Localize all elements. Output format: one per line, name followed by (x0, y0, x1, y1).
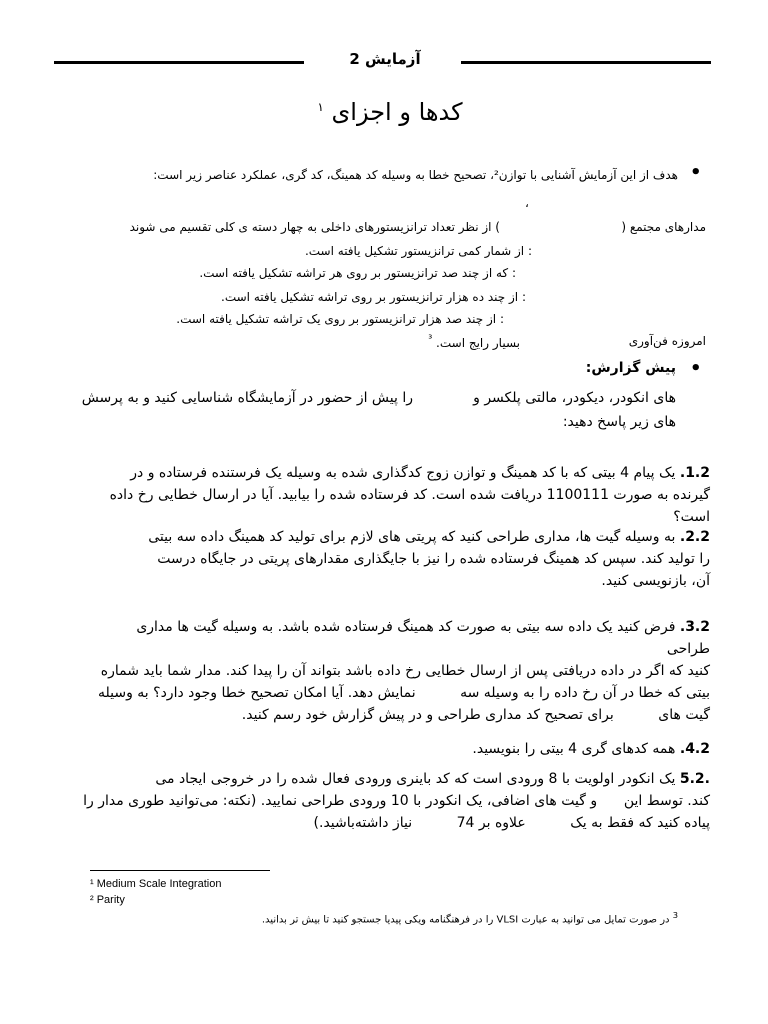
question-1-2 (90, 462, 710, 528)
question-line: پیاده کنید که فقط به یک علاوه بر 74 نیاز داشته‌باشید.) (313, 815, 710, 831)
prereport-intro-line2: های زیر پاسخ دهید: (562, 414, 676, 430)
objective-text: هدف از این آزمایش آشنایی با توازن²، تصحیح خطا به وسیله کد همینگ، کد گری، عملکرد عناصر زیر است: (153, 168, 678, 182)
objective-bullet: • (690, 162, 702, 183)
prereport-bullet: • (690, 358, 702, 379)
question-line: را تولید کند. سپس کد همینگ فرستاده شده را نیز با جایگذاری مقدارهای پریتی در جایگاه درست (157, 551, 710, 567)
ic-item-ssi: : از شمار کمی ترانزیستور تشکیل یافته است. (304, 244, 532, 258)
question-line: کنید که اگر در داده دریافتی پس از ارسال خطایی رخ داده باشد بتواند آن را پیدا کند. مدار شما باید شماره (100, 663, 710, 679)
ic-today-left: امروزه فن‌آوری (628, 334, 706, 348)
ic-item-vlsi: : از چند صد هزار ترانزیستور بر روی یک تراشه تشکیل یافته است. (176, 312, 504, 326)
prereport-intro-line1-b: را پیش از حضور در آزمایشگاه شناسایی کنید و به پرسش (81, 390, 413, 406)
ic-intro-left: مدارهای مجتمع ( (621, 220, 706, 234)
ic-item-msi: : که از چند صد ترانزیستور بر روی هر تراشه تشکیل یافته است. (199, 266, 516, 280)
header-rule-left (54, 61, 304, 64)
question-number: .5.2 (679, 771, 710, 787)
footnote-1: ¹ Medium Scale Integration (90, 878, 222, 890)
ic-item-lsi: : از چند ده هزار ترانزیستور بر روی تراشه تشکیل یافته است. (221, 290, 526, 304)
footnote-3-marker: 3 (672, 910, 678, 920)
question-4-2 (90, 738, 710, 760)
page-title-footnote-marker: ١ (317, 100, 324, 114)
question-line: یک انکودر اولویت با 8 ورودی است که کد باینری ورودی فعال شده را در خروجی ایجاد می (155, 771, 676, 787)
question-number: 3.2. (679, 619, 710, 635)
footnote-2: ² Parity (90, 894, 125, 906)
footnote-3-text: در صورت تمایل می توانید به عبارت VLSI را در فرهنگنامه ویکی پیدیا جستجو کنید تا بیش تر بدانید. (261, 914, 670, 926)
ic-intro-right: ) از نظر تعداد ترانزیستورهای داخلی به چهار دسته ی کلی تقسیم می شوند (129, 220, 500, 234)
page-title (300, 98, 480, 126)
question-line: همه کدهای گری 4 بیتی را بنویسید. (472, 741, 676, 757)
ic-today-right-text: بسیار رایج است. (436, 336, 520, 350)
ic-today-right (428, 334, 520, 350)
question-number: 4.2. (679, 741, 710, 757)
question-2-2 (90, 526, 710, 592)
page-header-title: آزمایش 2 (349, 50, 421, 68)
question-line: به وسیله گیت ها، مداری طراحی کنید که پریتی های لازم برای تولید کد همینگ داده سه بیتی (148, 529, 676, 545)
question-line: گیت های برای تصحیح کد مداری طراحی و در پیش گزارش خود رسم کنید. (241, 707, 710, 723)
header-rule-right (461, 61, 711, 64)
question-3-2 (90, 616, 710, 726)
question-line: بیتی که خطا در آن رخ داده را به وسیله سه نمایش دهد. آیا امکان تصحیح خطا وجود دارد؟ به وسیله (97, 685, 710, 701)
objective-stray-mark: ، (525, 196, 529, 210)
question-number: 1.2. (679, 465, 710, 481)
question-5-2 (83, 768, 710, 834)
question-line: آن، بازنویسی کنید. (601, 573, 710, 589)
question-line: فرض کنید یک داده سه بیتی به صورت کد همینگ فرستاده شده باشد. به وسیله گیت ها مداری طراحی (136, 619, 710, 657)
question-line: کند. توسط این و گیت های اضافی، یک انکودر با 10 ورودی طراحی نمایید. (نکته: می‌توانید طوری مدار را (83, 793, 710, 809)
prereport-intro-line1-a: های انکودر، دیکودر، مالتی پلکسر و (473, 390, 676, 406)
question-line: گیرنده به صورت 1100111 دریافت شده است. کد فرستاده شده را بیابید. آیا در ارسال خطایی رخ داده است؟ (109, 487, 710, 525)
footnote-3 (262, 910, 678, 925)
prereport-heading: پیش گزارش: (585, 360, 676, 376)
question-line: یک پیام 4 بیتی که با کد همینگ و توازن زوج کدگذاری شده به وسیله یک فرستنده فرستاده و در (130, 465, 676, 481)
footnote-separator (90, 870, 270, 871)
page-title-text: کدها و اجزای (331, 98, 463, 126)
question-number: 2.2. (679, 529, 710, 545)
ic-today-note-marker: ³ (428, 334, 433, 345)
